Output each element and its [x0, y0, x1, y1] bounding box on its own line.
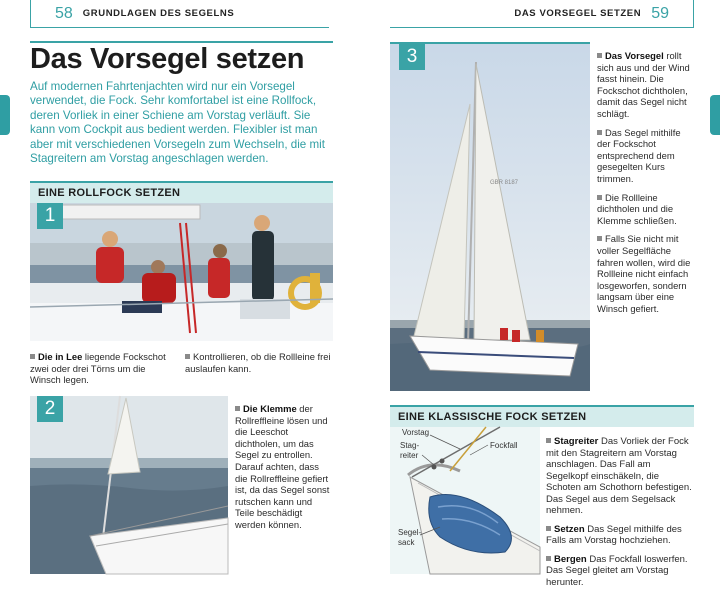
caption-step-1-left-bold: Die in Lee: [38, 351, 83, 362]
photo-step-2: [30, 396, 228, 574]
fock-text-p3-bold: Bergen: [554, 553, 587, 565]
label-vorstag: Vorstag: [402, 428, 430, 437]
fock-text-p1: [546, 436, 694, 517]
bullet-icon: [30, 354, 35, 359]
thumb-tab-right: [710, 95, 720, 135]
caption-step-2-bold: Die Klemme: [243, 403, 297, 414]
bullet-icon: [546, 438, 551, 443]
bullet-icon: [546, 526, 551, 531]
label-stagreiter: Stag- reiter: [400, 441, 420, 460]
fock-text-p1-text: Das Vorliek der Fock mit den Stagreitern am Vorstag anschlagen. Das Fall am Segelkopf einschäkeln, die Schoten am Schothorn befestigen. Das Segel aus dem Segelsack nehmen.: [546, 436, 692, 516]
fock-text-p2: [546, 524, 694, 547]
caption-step-3-p4-text: Falls Sie nicht mit voller Segelfläche fahren wollen, wird die Rollleine nicht einfach losgeworfen, sondern langsam über eine Winsch gefiert.: [597, 233, 691, 314]
bullet-icon: [235, 406, 240, 411]
step-number-3: 3: [399, 44, 425, 70]
section-heading-fock: [390, 405, 694, 427]
bullet-icon: [597, 130, 602, 135]
page-title: Das Vorsegel setzen: [30, 43, 305, 75]
diagram-fock: [390, 427, 540, 574]
step-number-2: 2: [37, 396, 63, 422]
section-heading-fock-text: EINE KLASSISCHE FOCK SETZEN: [398, 411, 587, 423]
fock-text-p2-text: Das Segel mithilfe des Falls am Vorstag hochziehen.: [546, 523, 682, 546]
caption-step-3-p1-text: rollt sich aus und der Wind fasst hinein. Die Fockschot dichtholen, damit das Segel nicht schlägt.: [597, 50, 690, 119]
caption-step-1-left: [30, 351, 175, 386]
caption-step-3-p2: [597, 127, 694, 185]
fock-text-p3: [546, 554, 694, 589]
bullet-icon: [597, 236, 602, 241]
caption-step-2: [235, 403, 330, 531]
caption-step-3: [597, 50, 694, 321]
caption-step-3-p3-text: Die Rollleine dichtholen und die Klemme schließen.: [597, 191, 677, 226]
caption-step-2-text: der Rollreffleine lösen und die Leeschot dichtholen, um das Segel zu entrollen. Darauf achten, dass die Rollreffleine gefiert ist, da das Segel sonst rutschen kann und Teile beschädigt werden können.: [235, 403, 330, 530]
thumb-tab-left: [0, 95, 10, 135]
running-title-right: DAS VORSEGEL SETZEN: [514, 8, 642, 19]
fock-text-p2-bold: Setzen: [554, 523, 585, 535]
photo-step-3: [390, 42, 590, 391]
bullet-icon: [185, 354, 190, 359]
step-number-1: 1: [37, 203, 63, 229]
running-header-left: [30, 0, 329, 28]
caption-step-3-p3: [597, 192, 694, 227]
caption-step-1-right-text: Kontrollieren, ob die Rollleine frei auslaufen kann.: [185, 351, 331, 374]
bullet-icon: [597, 195, 602, 200]
caption-step-3-p1-bold: Das Vorsegel: [605, 50, 664, 61]
label-fockfall: Fockfall: [490, 441, 518, 450]
bullet-icon: [597, 53, 602, 58]
caption-step-1-left-text: liegende Fockschot zwei oder drei Törns um die Winsch legen.: [30, 351, 166, 386]
section-heading-rollfock: [30, 181, 333, 203]
page-number-left: 58: [55, 4, 73, 22]
fock-text-p1-bold: Stagreiter: [554, 436, 599, 447]
caption-step-3-p2-text: Das Segel mithilfe der Fockschot entsprechend dem gesegelten Kurs trimmen.: [597, 126, 681, 184]
section-heading-rollfock-text: EINE ROLLFOCK SETZEN: [38, 187, 181, 199]
fock-text: [546, 436, 694, 595]
caption-step-3-p4: [597, 233, 694, 314]
caption-step-1-right: [185, 351, 333, 374]
intro-text: Auf modernen Fahrtenjachten wird nur ein Vorsegel verwendet, die Fock. Sehr komfortabel ist eine Rollfock, deren Vorliek in einer Schiene am Vorstag verläuft. Sie kann vom Cockpit aus bedient werden. Flexibler ist man aber mit verschiedenen Vorsegeln zum Wechseln, die mit Stagreitern am Vorstag angeschlagen werden.: [30, 80, 325, 166]
running-title-left: GRUNDLAGEN DES SEGELNS: [82, 8, 235, 19]
label-segelsack: Segel- sack: [398, 528, 422, 547]
bullet-icon: [546, 556, 551, 561]
page-number-right: 59: [651, 4, 669, 22]
caption-step-3-p1: [597, 50, 694, 120]
svg-text:GBR 8187: GBR 8187: [490, 180, 519, 186]
fock-text-p3-text: Das Fockfall loswerfen. Das Segel gleitet am Vorstag herunter.: [546, 553, 688, 588]
running-header-right: [390, 0, 694, 28]
photo-step-1: [30, 203, 333, 341]
